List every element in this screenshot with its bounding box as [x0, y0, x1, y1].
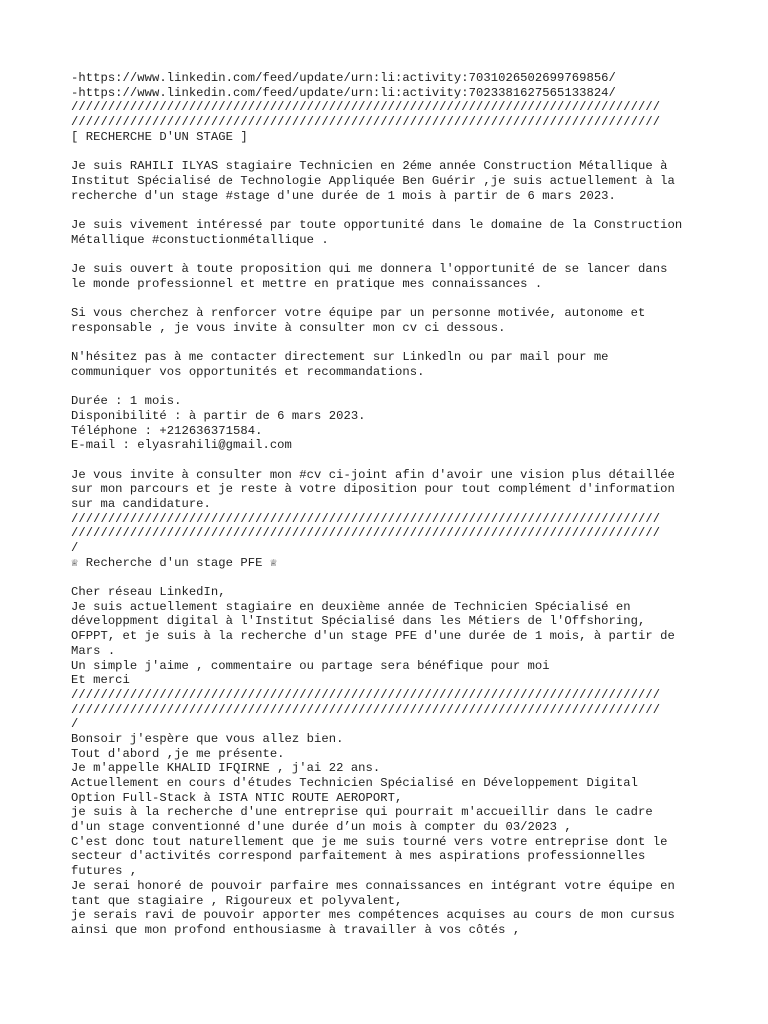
text-line: N'hésitez pas à me contacter directement sur Linkedln ou par mail pour me [71, 350, 609, 365]
text-line: ainsi que mon profond enthousiasme à travailler à vos côtés , [71, 922, 521, 937]
separator-line: //////////////////////////////////////////////////////////////////////////////// [71, 511, 661, 526]
text-line: E-mail : elyasrahili@gmail.com [71, 438, 292, 453]
blank-line [71, 203, 711, 218]
text-line: recherche d'un stage #stage d'une durée de 1 mois à partir de 6 mars 2023. [71, 188, 616, 203]
text-line: Je m'appelle KHALID IFQIRNE , j'ai 22 ans. [71, 761, 381, 776]
text-line: Mars . [71, 643, 116, 658]
text-line: Je suis RAHILI ILYAS stagiaire Technicien en 2éme année Construction Métallique à [71, 159, 668, 174]
text-line: Je vous invite à consulter mon #cv ci-joint afin d'avoir une vision plus détaillée [71, 467, 675, 482]
text-line: C'est donc tout naturellement que je me suis tourné vers votre entreprise dont le [71, 834, 668, 849]
text-line: communiquer vos opportunités et recommandations. [71, 364, 425, 379]
text-line: Je serai honoré de pouvoir parfaire mes connaissances en intégrant votre équipe en [71, 878, 675, 893]
text-line: Actuellement en cours d'études Technicien Spécialisé en Développement Digital [71, 776, 639, 790]
blank-line [71, 247, 711, 262]
separator-line: //////////////////////////////////////////////////////////////////////////////// [71, 702, 661, 717]
text-line: Option Full-Stack à ISTA NTIC ROUTE AEROPORT, [71, 790, 403, 805]
link-line: -https://www.linkedin.com/feed/update/urn:li:activity:7023381627565133824/ [71, 85, 616, 100]
text-line: Et merci [71, 673, 130, 688]
text-line: [ RECHERCHE D'UN STAGE ] [71, 129, 248, 144]
separator-line: //////////////////////////////////////////////////////////////////////////////// [71, 526, 661, 541]
text-line: Métallique #constuctionmétallique . [71, 232, 329, 247]
text-line: Cher réseau LinkedIn, [71, 585, 226, 600]
text-line: Téléphone : +212636371584. [71, 423, 263, 438]
text-line: Si vous cherchez à renforcer votre équipe par un personne motivée, autonome et [71, 306, 646, 320]
separator-line: / [71, 541, 79, 555]
link-line: -https://www.linkedin.com/feed/update/urn:li:activity:7031026502699769856/ [71, 71, 616, 85]
separator-line: //////////////////////////////////////////////////////////////////////////////// [71, 687, 661, 702]
text-line: Je suis ouvert à toute proposition qui me donnera l'opportunité de se lancer dans [71, 261, 668, 276]
separator-line: / [71, 717, 79, 732]
blank-line [71, 379, 711, 394]
text-line: Je suis vivement intéressé par toute opportunité dans le domaine de la Construction [71, 217, 683, 232]
text-line: Disponibilité : à partir de 6 mars 2023. [71, 408, 366, 423]
text-line: d'un stage conventionné d'une durée d’un mois à compter du 03/2023 , [71, 820, 572, 835]
blank-line [71, 570, 711, 585]
text-line: OFPPT, et je suis à la recherche d'un stage PFE d'une durée de 1 mois, à partir de [71, 629, 675, 644]
text-line: Je suis actuellement stagiaire en deuxième année de Technicien Spécialisé en [71, 599, 631, 614]
text-line: Un simple j'aime , commentaire ou partage sera bénéfique pour moi [71, 658, 550, 673]
blank-line [71, 335, 711, 350]
text-line: futures , [71, 864, 138, 879]
text-line: le monde professionnel et mettre en pratique mes connaissances . [71, 276, 543, 291]
text-line: secteur d'activités correspond parfaitement à mes aspirations professionnelles [71, 849, 646, 864]
separator-line: //////////////////////////////////////////////////////////////////////////////// [71, 100, 661, 115]
text-line: tant que stagiaire , Rigoureux et polyvalent, [71, 893, 403, 908]
blank-line [71, 291, 711, 306]
text-line: Bonsoir j'espère que vous allez bien. [71, 731, 344, 746]
text-line: je suis à la recherche d'une entreprise qui pourrait m'accueillir dans le cadre [71, 805, 653, 820]
document-body [71, 71, 711, 938]
text-line: sur ma candidature. [71, 496, 211, 511]
text-line: responsable , je vous invite à consulter mon cv ci dessous. [71, 320, 506, 335]
text-line: je serais ravi de pouvoir apporter mes compétences acquises au cours de mon cursus [71, 908, 675, 923]
blank-line [71, 453, 711, 468]
text-line: ♕ Recherche d'un stage PFE ♕ [71, 555, 278, 570]
blank-line [71, 144, 711, 159]
text-line: Institut Spécialisé de Technologie Appliquée Ben Guérir ,je suis actuellement à la [71, 173, 675, 188]
text-line: développment digital à l'Institut Spécialisé dans les Métiers de l'Offshoring, [71, 614, 646, 629]
text-line: sur mon parcours et je reste à votre diposition pour tout complément d'information [71, 482, 675, 497]
text-line: Tout d'abord ,je me présente. [71, 746, 285, 761]
separator-line: //////////////////////////////////////////////////////////////////////////////// [71, 115, 661, 130]
text-line: Durée : 1 mois. [71, 394, 182, 409]
